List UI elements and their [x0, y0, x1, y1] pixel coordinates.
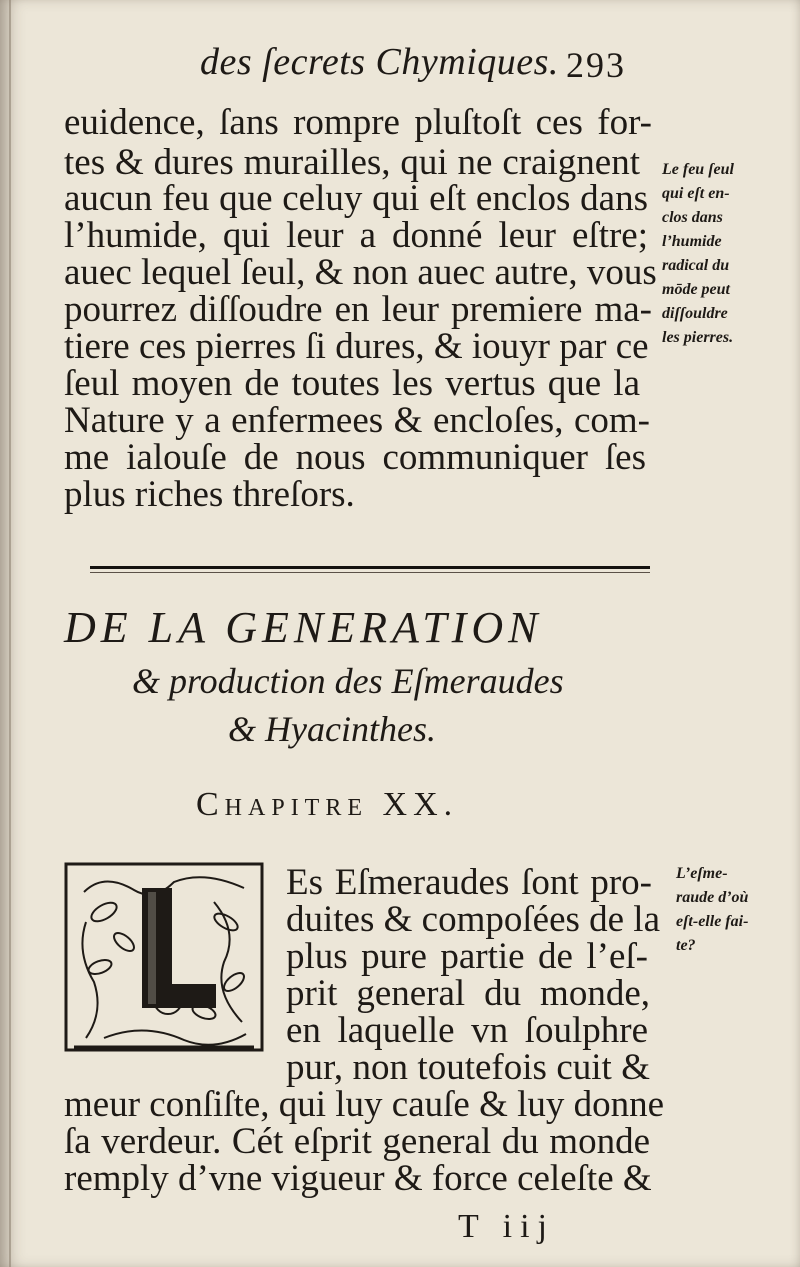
running-head [0, 40, 800, 90]
chapter-line: ſa verdeur. Cét eſprit general du monde [64, 1121, 650, 1162]
chapter-line: remply d’vne vigueur & force celeſte & [64, 1158, 652, 1199]
body-line: auec lequel ſeul, & non auec autre, vous [64, 252, 657, 293]
chapter-line: prit general du monde, [286, 973, 650, 1014]
body-line: l’humide, qui leur a donné leur eſtre; [64, 215, 648, 256]
marginal-note: L’eſme- raude d’où eſt-elle fai- te? [676, 865, 749, 954]
body-line: tes & dures murailles, qui ne craignent [64, 142, 640, 183]
body-line: me ialouſe de nous communiquer ſes [64, 437, 646, 478]
section-rule [90, 566, 650, 569]
chapter-line: duites & compoſées de la [286, 899, 661, 940]
body-line: Nature y a enfermees & encloſes, com- [64, 400, 650, 441]
heading-line: & production des Eſmeraudes [132, 661, 564, 701]
heading-line: & Hyacinthes. [228, 709, 436, 749]
body-line: ſeul moyen de toutes les vertus que la [64, 363, 640, 404]
gutter-shadow [9, 0, 11, 1267]
body-line: plus riches threſors. [64, 474, 355, 515]
chapter-line: en laquelle vn ſoulphre [286, 1010, 648, 1051]
body-line: pourrez diſſoudre en leur premiere ma- [64, 289, 652, 330]
chapter-line: plus pure partie de l’eſ- [286, 936, 648, 977]
chapter-line: Es Eſmeraudes ſont pro- [286, 862, 652, 903]
section-rule-thin [90, 572, 650, 573]
body-line: aucun feu que celuy qui eſt enclos dans [64, 178, 648, 219]
signature-mark: T iij [458, 1208, 555, 1245]
chapter-line: pur, non toutefois cuit & [286, 1047, 650, 1088]
page-number: 293 [566, 45, 626, 85]
body-line: euidence, ſans rompre pluſtoſt ces for- [64, 102, 652, 143]
chapter-line: meur conſiſte, qui luy cauſe & luy donne [64, 1084, 665, 1125]
ornamental-initial-icon [64, 862, 264, 1060]
marginal-note: Le feu ſeul qui eſt en- clos dans l’humide radical du mōde peut diſſouldre les pierres. [662, 161, 734, 346]
body-line: tiere ces pierres ſi dures, & iouyr par ce [64, 326, 649, 367]
heading-line: DE LA GENERATION [64, 603, 543, 652]
chapter-label: Chapitre XX. [196, 786, 459, 823]
running-head-title: des ſecrets Chymiques. [200, 41, 559, 83]
